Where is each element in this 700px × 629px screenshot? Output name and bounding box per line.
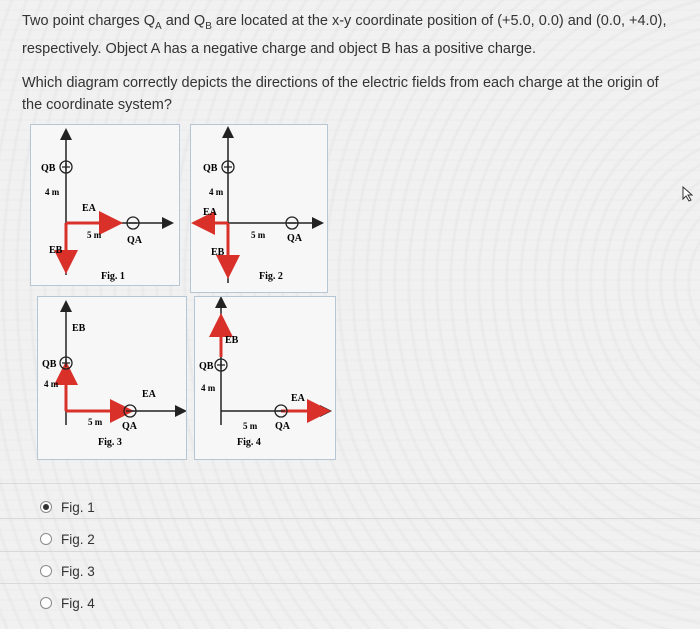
- svg-text:5 m: 5 m: [251, 230, 266, 240]
- svg-text:4 m: 4 m: [201, 383, 216, 393]
- svg-text:Fig. 3: Fig. 3: [98, 437, 122, 448]
- radio-button[interactable]: [40, 533, 52, 545]
- option-fig-4[interactable]: [40, 593, 240, 613]
- question-statement: Two point charges $Q_A$ and $Q_B$ are located at the x-y coordinate position of (+5.0, 0.0) and (0.0, +4.0), respectively. Object A has a negative charge and object B has a positive charge.: [22, 13, 667, 57]
- mouse-cursor-icon: [682, 186, 694, 202]
- option-label: Fig. 4: [61, 595, 95, 611]
- figure-2-diagram: [191, 125, 327, 292]
- question-prompt: Which diagram correctly depicts the directions of the electric fields from each charge at the origin of the coordinate system?: [22, 74, 659, 113]
- radio-button[interactable]: [40, 565, 52, 577]
- divider: [0, 518, 700, 519]
- svg-text:QA: QA: [287, 233, 302, 244]
- figure-3: [37, 296, 187, 460]
- svg-text:EA: EA: [203, 207, 217, 218]
- figure-2: [190, 124, 328, 293]
- figure-4: [194, 296, 336, 460]
- svg-text:QA: QA: [127, 235, 142, 246]
- svg-text:5 m: 5 m: [243, 421, 258, 431]
- svg-text:QB: QB: [41, 163, 56, 174]
- svg-text:EA: EA: [291, 393, 305, 404]
- svg-text:EB: EB: [49, 245, 63, 256]
- figure-4-diagram: [195, 297, 335, 459]
- figure-1-diagram: [31, 125, 179, 285]
- svg-text:4 m: 4 m: [209, 187, 224, 197]
- svg-text:4 m: 4 m: [44, 379, 59, 389]
- svg-text:EA: EA: [142, 389, 156, 400]
- option-label: Fig. 2: [61, 531, 95, 547]
- figure-3-diagram: [38, 297, 186, 459]
- svg-text:EB: EB: [225, 335, 239, 346]
- divider: [0, 583, 700, 584]
- option-label: Fig. 1: [61, 499, 95, 515]
- svg-text:Fig. 4: Fig. 4: [237, 437, 261, 448]
- svg-text:Fig. 2: Fig. 2: [259, 271, 283, 282]
- radio-button[interactable]: [40, 597, 52, 609]
- svg-text:5 m: 5 m: [87, 230, 102, 240]
- option-label: Fig. 3: [61, 563, 95, 579]
- svg-text:QA: QA: [122, 421, 137, 432]
- question-text: [22, 10, 682, 128]
- svg-text:5 m: 5 m: [88, 417, 103, 427]
- radio-button-selected[interactable]: [40, 501, 52, 513]
- option-fig-3[interactable]: [40, 561, 240, 581]
- svg-text:QB: QB: [42, 359, 57, 370]
- divider: [0, 551, 700, 552]
- option-fig-2[interactable]: [40, 529, 240, 549]
- svg-text:QB: QB: [203, 163, 218, 174]
- svg-text:EA: EA: [82, 203, 96, 214]
- svg-text:4 m: 4 m: [45, 187, 60, 197]
- divider: [0, 483, 700, 484]
- option-fig-1[interactable]: [40, 497, 240, 517]
- svg-text:Fig. 1: Fig. 1: [101, 271, 125, 282]
- svg-text:EB: EB: [72, 323, 86, 334]
- svg-text:QA: QA: [275, 421, 290, 432]
- svg-text:QB: QB: [199, 361, 214, 372]
- svg-text:EB: EB: [211, 247, 225, 258]
- figure-1: [30, 124, 180, 286]
